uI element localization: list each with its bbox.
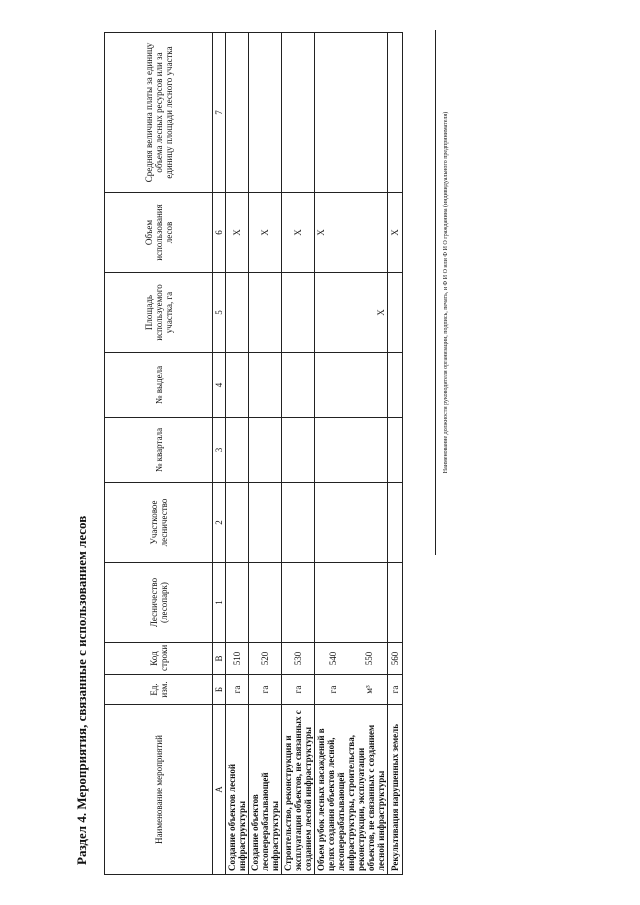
- column-number: Б: [213, 675, 226, 705]
- cell: [249, 418, 282, 483]
- row-unit: га: [328, 685, 338, 694]
- cell: [388, 418, 403, 483]
- cell: [226, 483, 249, 563]
- column-numbers-row: [213, 33, 226, 875]
- row-code: 560: [388, 643, 403, 675]
- column-number: 1: [213, 563, 226, 643]
- row-code-cell: [315, 643, 388, 675]
- signature-caption: Наименование должности руководителя организации, подпись, печать, и Ф И О или Ф И О гражданина (индивидуального предпринимателя): [443, 111, 449, 474]
- cell: [315, 563, 388, 643]
- header-name: Наименование мероприятий: [105, 705, 213, 875]
- row-area: [249, 273, 282, 353]
- cell: [315, 418, 388, 483]
- column-number: 6: [213, 193, 226, 273]
- cell: [282, 563, 315, 643]
- row-code: 530: [282, 643, 315, 675]
- header-allotment: № выдела: [105, 353, 213, 418]
- cell: [249, 483, 282, 563]
- column-number: 2: [213, 483, 226, 563]
- row-area: [226, 273, 249, 353]
- table-row: [388, 33, 403, 875]
- column-number: В: [213, 643, 226, 675]
- row-unit: га: [226, 675, 249, 705]
- header-avg-fee: Средняя величина платы за единицу объема лесных ресурсов или за единицу площади лесного участка: [105, 33, 213, 193]
- row-volume: Х: [282, 193, 315, 273]
- row-unit-secondary: м³: [364, 685, 374, 694]
- header-forestry: Лесничество (лесопарк): [105, 563, 213, 643]
- row-unit-cell: [315, 675, 388, 705]
- signature-line: [435, 30, 436, 555]
- cell: [249, 563, 282, 643]
- column-number: 5: [213, 273, 226, 353]
- column-number: А: [213, 705, 226, 875]
- table-row: [249, 33, 282, 875]
- cell: [226, 418, 249, 483]
- header-volume: Объем использования лесов: [105, 193, 213, 273]
- row-name: Объем рубок лесных насаждений в целях создания объектов лесной, лесоперерабатывающей инфраструктуры, строительства, реконструкции, эксплуатации объектов, не связанных с созданием лесной инфраструктуры: [315, 705, 388, 875]
- cell: [226, 33, 249, 193]
- row-volume: Х: [226, 193, 249, 273]
- row-volume: Х: [388, 193, 403, 273]
- column-number: 4: [213, 353, 226, 418]
- row-name: Создание объектов лесной инфраструктуры: [226, 705, 249, 875]
- row-name: Создание объектов лесоперерабатывающей инфраструктуры: [249, 705, 282, 875]
- table-row: [282, 33, 315, 875]
- forest-use-table: [104, 32, 403, 875]
- header-code: Код строки: [105, 643, 213, 675]
- row-unit: га: [249, 675, 282, 705]
- cell: [388, 33, 403, 193]
- cell: [315, 33, 388, 193]
- cell: [226, 563, 249, 643]
- header-quarter: № квартала: [105, 418, 213, 483]
- row-volume: Х: [249, 193, 282, 273]
- row-volume: Х: [315, 193, 388, 273]
- cell: [388, 563, 403, 643]
- header-unit: Ед. изм.: [105, 675, 213, 705]
- cell: [388, 483, 403, 563]
- header-area: Площадь используемого участка, га: [105, 273, 213, 353]
- cell: [249, 33, 282, 193]
- cell: [282, 418, 315, 483]
- row-code: 520: [249, 643, 282, 675]
- column-number: 3: [213, 418, 226, 483]
- cell: [282, 483, 315, 563]
- row-area: [388, 273, 403, 353]
- cell: [388, 353, 403, 418]
- cell: [282, 33, 315, 193]
- row-code: 510: [226, 643, 249, 675]
- row-unit: га: [388, 675, 403, 705]
- header-row: [105, 33, 213, 875]
- row-area: [282, 273, 315, 353]
- section-title: Раздел 4. Мероприятия, связанные с использованием лесов: [74, 515, 89, 865]
- row-name: Рекультивация нарушенных земель: [388, 705, 403, 875]
- table-row: [226, 33, 249, 875]
- cell: [282, 353, 315, 418]
- cell: [249, 353, 282, 418]
- header-district: Участковое лесничество: [105, 483, 213, 563]
- row-area: Х: [315, 273, 388, 353]
- row-code-secondary: 550: [364, 651, 374, 666]
- cell: [315, 483, 388, 563]
- cell: [226, 353, 249, 418]
- cell: [315, 353, 388, 418]
- row-code: 540: [328, 651, 338, 666]
- table-row: [315, 33, 388, 875]
- row-unit: га: [282, 675, 315, 705]
- column-number: 7: [213, 33, 226, 193]
- row-name: Строительство, реконструкция и эксплуатация объектов, не связанных с созданием лесной инфраструктуры: [282, 705, 315, 875]
